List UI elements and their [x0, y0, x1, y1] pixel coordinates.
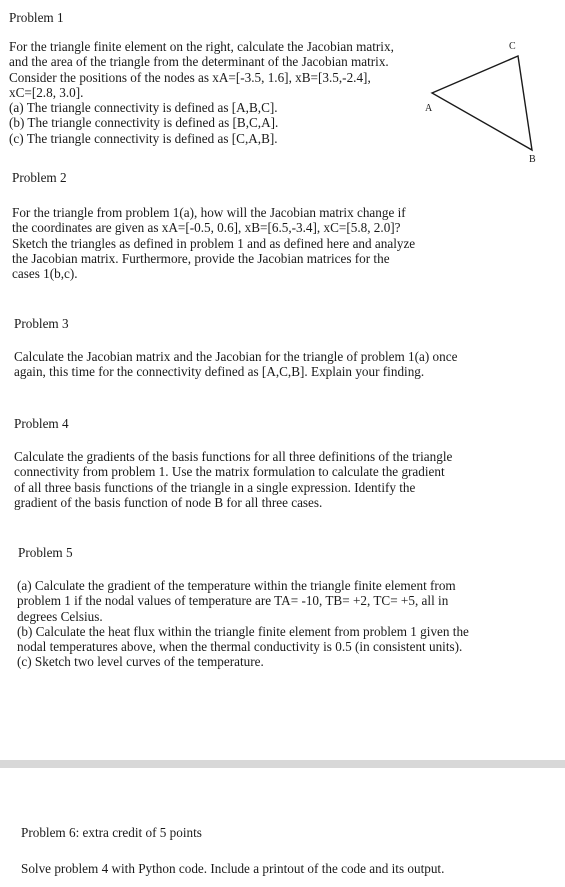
node-label-c: C [509, 41, 516, 52]
problem-5-line: (c) Sketch two level curves of the temperature. [17, 654, 264, 670]
problem-1-text [9, 39, 394, 146]
problem-5-line: (b) Calculate the heat flux within the triangle finite element from problem 1 given the [17, 623, 469, 639]
problem-6-line: Solve problem 4 with Python code. Include a printout of the code and its output. [21, 861, 445, 876]
problem-6-text [21, 861, 444, 876]
problem-4-text [14, 449, 452, 510]
problem-5-line: nodal temperatures above, when the thermal conductivity is 0.5 (in consistent units). [17, 639, 463, 655]
triangle-outline [432, 56, 532, 150]
triangle-figure [410, 36, 560, 171]
problem-2-line: the Jacobian matrix. Furthermore, provide the Jacobian matrices for the [12, 250, 390, 266]
problem-3-title: Problem 3 [14, 316, 69, 331]
problem-1-line: xC=[2.8, 3.0]. [9, 84, 84, 100]
problem-1-line: For the triangle finite element on the right, calculate the Jacobian matrix, [9, 39, 394, 54]
page-separator [0, 760, 565, 768]
problem-3-line: Calculate the Jacobian matrix and the Jacobian for the triangle of problem 1(a) once [14, 349, 458, 364]
problem-4-line: Calculate the gradients of the basis functions for all three definitions of the triangle [14, 449, 453, 464]
node-label-b: B [529, 154, 536, 165]
problem-5-line: problem 1 if the nodal values of temperature are TA= -10, TB= +2, TC= +5, all in [17, 593, 449, 609]
problem-1-line: and the area of the triangle from the determinant of the Jacobian matrix. [9, 54, 389, 70]
problem-3-line: again, this time for the connectivity defined as [A,C,B]. Explain your finding. [14, 364, 425, 380]
problem-1-line: (a) The triangle connectivity is defined as [A,B,C]. [9, 100, 278, 116]
problem-1-line: (c) The triangle connectivity is defined as [C,A,B]. [9, 130, 278, 146]
problem-2-line: Sketch the triangles as defined in problem 1 and as defined here and analyze [12, 235, 416, 251]
problem-5-title: Problem 5 [18, 545, 73, 560]
problem-4-title: Problem 4 [14, 416, 69, 431]
problem-5-text [17, 578, 469, 670]
problem-4-line: connectivity from problem 1. Use the matrix formulation to calculate the gradient [14, 464, 445, 480]
problem-6-title: Problem 6: extra credit of 5 points [21, 825, 202, 840]
problem-5-line: degrees Celsius. [17, 608, 103, 624]
problem-2-text [12, 205, 415, 281]
problem-5-line: (a) Calculate the gradient of the temperature within the triangle finite element from [17, 578, 456, 593]
problem-1-title: Problem 1 [9, 10, 64, 25]
problem-1-line: Consider the positions of the nodes as xA=[-3.5, 1.6], xB=[3.5,-2.4], [9, 69, 371, 85]
problem-2-line: For the triangle from problem 1(a), how will the Jacobian matrix change if [12, 205, 406, 220]
node-label-a: A [425, 103, 433, 114]
problem-3-text [14, 349, 457, 380]
worksheet-page-2 [0, 768, 565, 887]
problem-4-line: of all three basis functions of the triangle in a single expression. Identify the [14, 479, 416, 495]
problem-4-line: gradient of the basis function of node B for all three cases. [14, 494, 323, 510]
problem-1-line: (b) The triangle connectivity is defined as [B,C,A]. [9, 115, 279, 131]
problem-2-line: cases 1(b,c). [12, 266, 78, 282]
problem-2-line: the coordinates are given as xA=[-0.5, 0.6], xB=[6.5,-3.4], xC=[5.8, 2.0]? [12, 220, 401, 236]
problem-2-title: Problem 2 [12, 170, 67, 185]
